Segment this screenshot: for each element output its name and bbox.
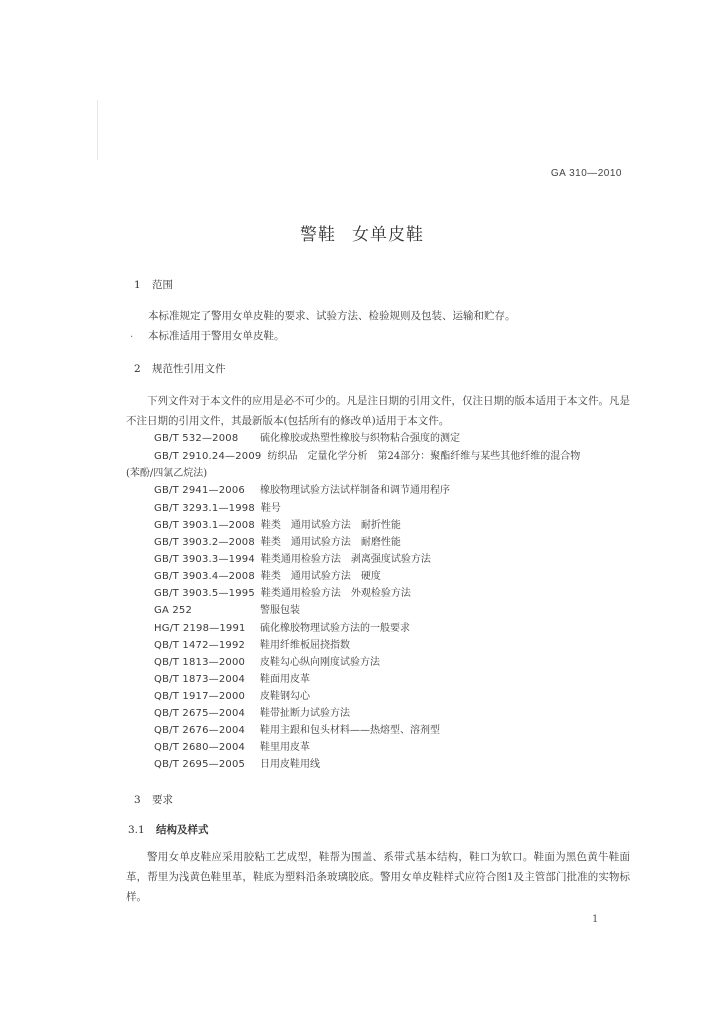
scan-artifact (97, 100, 98, 160)
reference-item-continuation: (苯酚/四氯乙烷法) (126, 468, 208, 479)
reference-item: QB/T 1873—2004 鞋面用皮革 (154, 674, 310, 685)
section-1-heading: 1 范围 (134, 279, 173, 291)
reference-item: GB/T 2941—2006 橡胶物理试验方法试样制备和调节通用程序 (154, 485, 450, 496)
title-part-1: 警鞋 (300, 225, 336, 245)
section-2-intro: 下列文件对于本文件的应用是必不可少的。凡是注日期的引用文件，仅注日期的版本适用于本文件。凡是不注日期的引用文件，其最新版本(包括所有的修改单)适用于本文件。 (126, 395, 630, 427)
margin-mark: . (130, 329, 134, 340)
section-3-1-para: 警用女单皮鞋应采用胶粘工艺成型，鞋帮为围盖、系带式基本结构，鞋口为软口。鞋面为黑色黄牛鞋面革，帮里为浅黄色鞋里革，鞋底为塑料沿条玻璃胶底。警用女单皮鞋样式应符合图1及主管部门批准的实物标样。 (126, 851, 630, 903)
reference-item: GB/T 2910.24—2009 纺织品 定量化学分析 第24部分：聚酯纤维与某些其他纤维的混合物 (154, 451, 581, 462)
standard-code: GA 310—2010 (550, 168, 622, 179)
reference-item: GB/T 532—2008 硫化橡胶或热塑性橡胶与织物粘合强度的测定 (154, 433, 460, 444)
reference-item: GA 252 警服包装 (154, 605, 300, 616)
reference-item: QB/T 2680—2004 鞋里用皮革 (154, 742, 310, 753)
reference-item: GB/T 3903.5—1995 鞋类通用检验方法 外观检验方法 (154, 588, 411, 599)
reference-item: QB/T 1472—1992 鞋用纤维板屈挠指数 (154, 640, 350, 651)
reference-item: GB/T 3903.2—2008 鞋类 通用试验方法 耐磨性能 (154, 537, 401, 548)
title-part-2: 女单皮鞋 (352, 225, 424, 245)
reference-item: QB/T 1813—2000 皮鞋勾心纵向刚度试验方法 (154, 657, 380, 668)
section-1-para-1: 本标准规定了警用女单皮鞋的要求、试验方法、检验规则及包装、运输和贮存。 (148, 310, 516, 322)
reference-item: QB/T 2676—2004 鞋用主跟和包头材料——热熔型、溶剂型 (154, 725, 440, 736)
section-1-para-2: 本标准适用于警用女单皮鞋。 (148, 330, 285, 342)
reference-item: GB/T 3903.1—2008 鞋类 通用试验方法 耐折性能 (154, 520, 401, 531)
reference-item: QB/T 2695—2005 日用皮鞋用线 (154, 759, 320, 770)
section-3-1-heading: 3.1 结构及样式 (128, 824, 209, 836)
page-number: 1 (592, 914, 599, 925)
reference-item: QB/T 1917—2000 皮鞋钢勾心 (154, 691, 310, 702)
reference-item: HG/T 2198—1991 硫化橡胶物理试验方法的一般要求 (154, 623, 410, 634)
reference-item: GB/T 3293.1—1998 鞋号 (154, 503, 281, 514)
reference-item: GB/T 3903.3—1994 鞋类通用检验方法 剥离强度试验方法 (154, 554, 431, 565)
document-title (0, 220, 724, 245)
reference-item: GB/T 3903.4—2008 鞋类 通用试验方法 硬度 (154, 571, 381, 582)
section-2-heading: 2 规范性引用文件 (134, 363, 226, 375)
section-3-heading: 3 要求 (134, 794, 173, 806)
reference-item: QB/T 2675—2004 鞋带扯断力试验方法 (154, 708, 350, 719)
